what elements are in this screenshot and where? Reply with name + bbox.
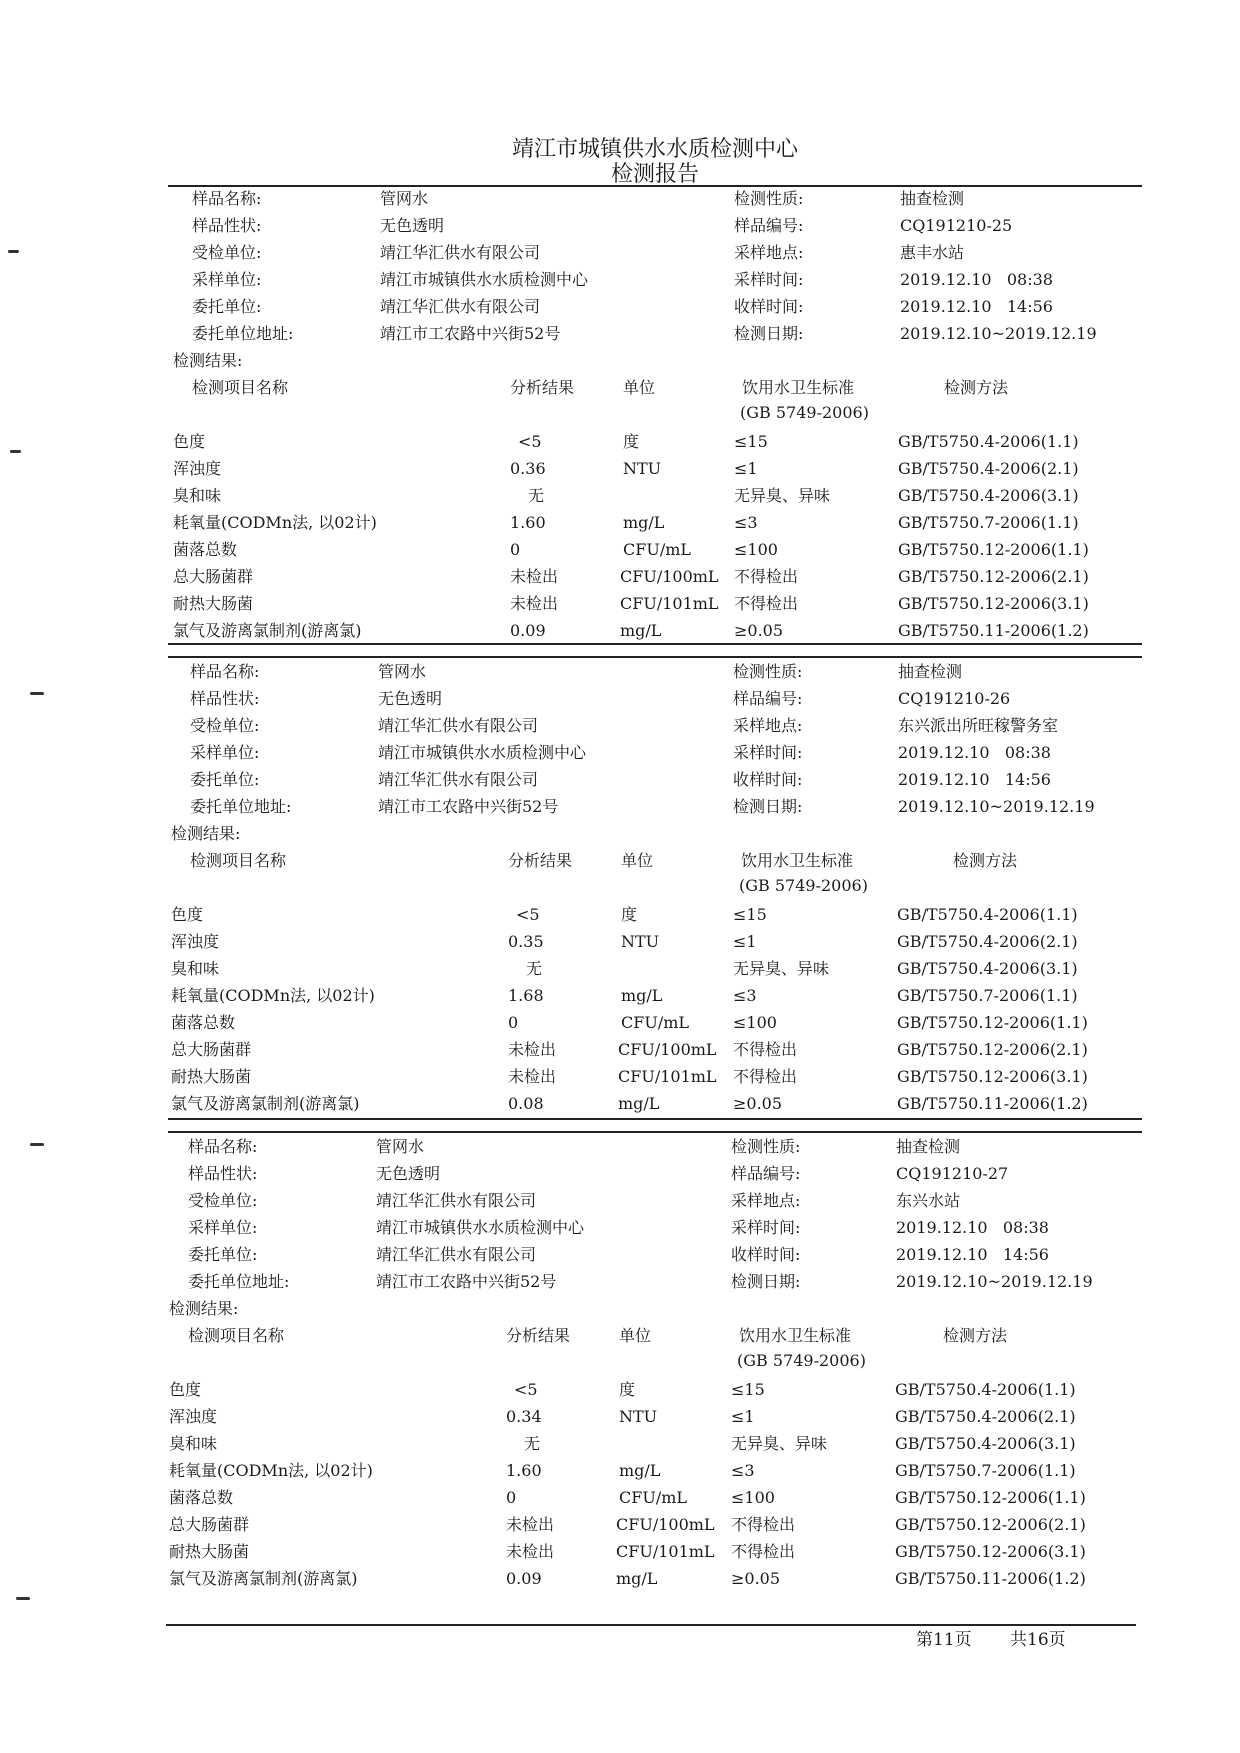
rule-sep-2b	[168, 1131, 1142, 1133]
label-sample-property: 样品性状:	[192, 216, 262, 235]
col-item: 检测项目名称	[192, 378, 289, 397]
item-method: GB/T5750.12-2006(3.1)	[895, 1542, 1086, 1561]
item-name: 氯气及游离氯制剂(游离氯)	[169, 1569, 358, 1588]
label-client-address: 委托单位地址:	[188, 1272, 290, 1291]
scan-mark	[16, 1597, 30, 1600]
item-name: 浑浊度	[173, 459, 222, 478]
value-client-unit: 靖江华汇供水有限公司	[380, 297, 541, 316]
item-standard: ≤100	[731, 1488, 775, 1507]
label-test-nature: 检测性质:	[734, 189, 804, 208]
item-standard: ≤15	[731, 1380, 765, 1399]
item-result: 0	[506, 1488, 517, 1507]
item-result: 未检出	[510, 594, 559, 613]
label-sample-property: 样品性状:	[188, 1164, 258, 1183]
scan-mark	[10, 450, 21, 453]
item-name: 浑浊度	[171, 932, 220, 951]
value-sample-property: 无色透明	[376, 1164, 441, 1183]
item-standard: ≤100	[733, 1013, 777, 1032]
item-name: 耗氧量(CODMn法, 以02计)	[173, 513, 377, 532]
item-result: 0.35	[508, 932, 544, 951]
item-unit: NTU	[619, 1407, 658, 1426]
item-method: GB/T5750.7-2006(1.1)	[898, 513, 1079, 532]
item-result: 无	[528, 486, 545, 505]
item-name: 总大肠菌群	[173, 567, 254, 586]
label-results: 检测结果:	[171, 824, 241, 843]
value-sampling-time: 2019.12.10 08:38	[900, 270, 1053, 289]
item-name: 臭和味	[171, 959, 220, 978]
label-sampling-unit: 采样单位:	[190, 743, 260, 762]
item-result: 1.68	[508, 986, 544, 1005]
label-inspected-unit: 受检单位:	[190, 716, 260, 735]
page-total: 共16页	[1010, 1630, 1066, 1650]
item-unit: 度	[619, 1380, 636, 1399]
col-standard-code: (GB 5749-2006)	[739, 876, 868, 895]
item-result: <5	[516, 905, 540, 924]
sample-section-2	[0, 661, 1240, 1131]
col-result: 分析结果	[508, 851, 573, 870]
item-result: 未检出	[508, 1067, 557, 1086]
item-standard: 不得检出	[731, 1542, 796, 1561]
label-client-unit: 委托单位:	[190, 770, 260, 789]
label-sample-no: 样品编号:	[733, 689, 803, 708]
item-result: 0	[508, 1013, 519, 1032]
value-sampling-location: 东兴水站	[896, 1191, 961, 1210]
sample-section-1	[0, 188, 1240, 658]
item-method: GB/T5750.12-2006(1.1)	[895, 1488, 1086, 1507]
item-standard: ≤3	[733, 986, 757, 1005]
item-unit: CFU/101mL	[618, 1067, 717, 1086]
label-test-nature: 检测性质:	[731, 1137, 801, 1156]
value-test-date: 2019.12.10~2019.12.19	[896, 1272, 1093, 1291]
col-standard-code: (GB 5749-2006)	[737, 1351, 866, 1370]
item-name: 总大肠菌群	[171, 1040, 252, 1059]
value-test-date: 2019.12.10~2019.12.19	[898, 797, 1095, 816]
item-method: GB/T5750.12-2006(1.1)	[897, 1013, 1088, 1032]
value-client-unit: 靖江华汇供水有限公司	[378, 770, 539, 789]
item-unit: CFU/100mL	[618, 1040, 717, 1059]
col-standard-code: (GB 5749-2006)	[740, 403, 869, 422]
col-item: 检测项目名称	[190, 851, 287, 870]
label-inspected-unit: 受检单位:	[188, 1191, 258, 1210]
item-unit: mg/L	[620, 621, 662, 640]
label-sample-no: 样品编号:	[734, 216, 804, 235]
value-sample-name: 管网水	[376, 1137, 425, 1156]
item-method: GB/T5750.12-2006(2.1)	[895, 1515, 1086, 1534]
value-client-address: 靖江市工农路中兴街52号	[378, 797, 559, 816]
item-method: GB/T5750.4-2006(3.1)	[897, 959, 1078, 978]
item-standard: 不得检出	[733, 1067, 798, 1086]
item-method: GB/T5750.4-2006(2.1)	[895, 1407, 1076, 1426]
label-test-date: 检测日期:	[731, 1272, 801, 1291]
item-result: 0	[510, 540, 521, 559]
item-result: 0.09	[506, 1569, 542, 1588]
value-sampling-unit: 靖江市城镇供水水质检测中心	[378, 743, 587, 762]
item-unit: mg/L	[623, 513, 665, 532]
rule-sep-1a	[168, 643, 1142, 645]
item-unit: NTU	[621, 932, 660, 951]
col-standard: 饮用水卫生标准	[741, 851, 854, 870]
value-sampling-location: 惠丰水站	[900, 243, 965, 262]
page-number: 第11页	[916, 1630, 972, 1650]
label-sampling-location: 采样地点:	[733, 716, 803, 735]
label-sampling-unit: 采样单位:	[192, 270, 262, 289]
value-receiving-time: 2019.12.10 14:56	[900, 297, 1053, 316]
item-name: 耐热大肠菌	[169, 1542, 250, 1561]
col-unit: 单位	[621, 851, 654, 870]
rule-bottom	[166, 1624, 1136, 1626]
item-method: GB/T5750.12-2006(2.1)	[897, 1040, 1088, 1059]
label-sampling-time: 采样时间:	[734, 270, 804, 289]
item-result: <5	[518, 432, 542, 451]
label-receiving-time: 收样时间:	[731, 1245, 801, 1264]
item-standard: ≤3	[731, 1461, 755, 1480]
value-test-nature: 抽查检测	[896, 1137, 961, 1156]
item-method: GB/T5750.4-2006(3.1)	[895, 1434, 1076, 1453]
col-unit: 单位	[619, 1326, 652, 1345]
col-method: 检测方法	[943, 1326, 1008, 1345]
item-result: 未检出	[508, 1040, 557, 1059]
item-result: 0.36	[510, 459, 546, 478]
item-unit: mg/L	[619, 1461, 661, 1480]
label-sample-property: 样品性状:	[190, 689, 260, 708]
rule-top	[168, 185, 1142, 187]
value-test-nature: 抽查检测	[898, 662, 963, 681]
item-method: GB/T5750.4-2006(1.1)	[897, 905, 1078, 924]
col-standard: 饮用水卫生标准	[742, 378, 855, 397]
scan-mark	[8, 250, 19, 253]
item-result: 0.09	[510, 621, 546, 640]
item-unit: 度	[621, 905, 638, 924]
item-method: GB/T5750.12-2006(3.1)	[897, 1067, 1088, 1086]
item-name: 耐热大肠菌	[173, 594, 254, 613]
item-standard: ≤3	[734, 513, 758, 532]
value-sampling-unit: 靖江市城镇供水水质检测中心	[380, 270, 589, 289]
scan-mark	[30, 1143, 44, 1146]
label-client-unit: 委托单位:	[188, 1245, 258, 1264]
value-sample-name: 管网水	[378, 662, 427, 681]
item-method: GB/T5750.7-2006(1.1)	[895, 1461, 1076, 1480]
label-test-date: 检测日期:	[733, 797, 803, 816]
value-client-address: 靖江市工农路中兴街52号	[380, 324, 561, 343]
item-result: 无	[524, 1434, 541, 1453]
value-sample-property: 无色透明	[378, 689, 443, 708]
label-sampling-unit: 采样单位:	[188, 1218, 258, 1237]
col-standard: 饮用水卫生标准	[739, 1326, 852, 1345]
rule-sep-2a	[168, 1118, 1142, 1120]
item-method: GB/T5750.4-2006(3.1)	[898, 486, 1079, 505]
label-sampling-location: 采样地点:	[731, 1191, 801, 1210]
label-test-nature: 检测性质:	[733, 662, 803, 681]
item-standard: 无异臭、异味	[733, 959, 830, 978]
item-method: GB/T5750.4-2006(2.1)	[898, 459, 1079, 478]
item-result: 0.08	[508, 1094, 544, 1113]
item-method: GB/T5750.12-2006(3.1)	[898, 594, 1089, 613]
scan-mark	[30, 692, 44, 695]
item-name: 浑浊度	[169, 1407, 218, 1426]
value-inspected-unit: 靖江华汇供水有限公司	[376, 1191, 537, 1210]
item-result: 1.60	[510, 513, 546, 532]
item-result: 1.60	[506, 1461, 542, 1480]
item-name: 色度	[173, 432, 206, 451]
item-standard: ≤1	[734, 459, 758, 478]
label-sample-name: 样品名称:	[188, 1137, 258, 1156]
label-sampling-time: 采样时间:	[733, 743, 803, 762]
item-unit: CFU/mL	[619, 1488, 688, 1507]
rule-sep-1b	[168, 656, 1142, 658]
col-method: 检测方法	[953, 851, 1018, 870]
value-sampling-location: 东兴派出所旺稼警务室	[898, 716, 1059, 735]
label-inspected-unit: 受检单位:	[192, 243, 262, 262]
item-unit: CFU/101mL	[616, 1542, 715, 1561]
label-sampling-time: 采样时间:	[731, 1218, 801, 1237]
col-unit: 单位	[623, 378, 656, 397]
item-method: GB/T5750.11-2006(1.2)	[897, 1094, 1088, 1113]
label-client-address: 委托单位地址:	[192, 324, 294, 343]
label-sample-name: 样品名称:	[192, 189, 262, 208]
col-result: 分析结果	[510, 378, 575, 397]
item-result: 无	[526, 959, 543, 978]
label-results: 检测结果:	[169, 1299, 239, 1318]
value-sample-no: CQ191210-25	[900, 216, 1013, 235]
value-sampling-unit: 靖江市城镇供水水质检测中心	[376, 1218, 585, 1237]
item-standard: 不得检出	[733, 1040, 798, 1059]
item-standard: ≤100	[734, 540, 778, 559]
value-receiving-time: 2019.12.10 14:56	[898, 770, 1051, 789]
item-standard: 不得检出	[734, 567, 799, 586]
value-sample-name: 管网水	[380, 189, 429, 208]
item-result: 未检出	[506, 1542, 555, 1561]
item-result: 未检出	[510, 567, 559, 586]
label-client-unit: 委托单位:	[192, 297, 262, 316]
item-name: 氯气及游离氯制剂(游离氯)	[173, 621, 362, 640]
item-standard: ≤15	[733, 905, 767, 924]
label-sample-name: 样品名称:	[190, 662, 260, 681]
item-result: 未检出	[506, 1515, 555, 1534]
item-name: 色度	[171, 905, 204, 924]
item-name: 耗氧量(CODMn法, 以02计)	[169, 1461, 373, 1480]
item-unit: NTU	[623, 459, 662, 478]
label-test-date: 检测日期:	[734, 324, 804, 343]
value-sampling-time: 2019.12.10 08:38	[896, 1218, 1049, 1237]
item-method: GB/T5750.11-2006(1.2)	[895, 1569, 1086, 1588]
value-sample-no: CQ191210-26	[898, 689, 1011, 708]
value-sample-no: CQ191210-27	[896, 1164, 1009, 1183]
item-unit: 度	[623, 432, 640, 451]
value-client-address: 靖江市工农路中兴街52号	[376, 1272, 557, 1291]
value-inspected-unit: 靖江华汇供水有限公司	[380, 243, 541, 262]
label-results: 检测结果:	[173, 351, 243, 370]
value-sample-property: 无色透明	[380, 216, 445, 235]
item-unit: mg/L	[616, 1569, 658, 1588]
item-name: 菌落总数	[169, 1488, 234, 1507]
item-standard: 无异臭、异味	[731, 1434, 828, 1453]
value-receiving-time: 2019.12.10 14:56	[896, 1245, 1049, 1264]
item-unit: CFU/101mL	[620, 594, 719, 613]
col-result: 分析结果	[506, 1326, 571, 1345]
label-client-address: 委托单位地址:	[190, 797, 292, 816]
item-unit: CFU/100mL	[620, 567, 719, 586]
item-method: GB/T5750.4-2006(2.1)	[897, 932, 1078, 951]
item-standard: ≥0.05	[734, 621, 784, 640]
item-standard: ≥0.05	[733, 1094, 783, 1113]
label-sampling-location: 采样地点:	[734, 243, 804, 262]
sample-section-3	[0, 1136, 1240, 1606]
item-name: 臭和味	[173, 486, 222, 505]
item-unit: CFU/mL	[623, 540, 692, 559]
item-name: 菌落总数	[173, 540, 238, 559]
item-result: <5	[514, 1380, 538, 1399]
value-test-date: 2019.12.10~2019.12.19	[900, 324, 1097, 343]
item-name: 总大肠菌群	[169, 1515, 250, 1534]
item-standard: 无异臭、异味	[734, 486, 831, 505]
label-sample-no: 样品编号:	[731, 1164, 801, 1183]
item-standard: ≤15	[734, 432, 768, 451]
item-unit: CFU/mL	[621, 1013, 690, 1032]
item-name: 耗氧量(CODMn法, 以02计)	[171, 986, 375, 1005]
value-sampling-time: 2019.12.10 08:38	[898, 743, 1051, 762]
item-name: 菌落总数	[171, 1013, 236, 1032]
item-method: GB/T5750.7-2006(1.1)	[897, 986, 1078, 1005]
item-method: GB/T5750.11-2006(1.2)	[898, 621, 1089, 640]
label-receiving-time: 收样时间:	[733, 770, 803, 789]
item-method: GB/T5750.4-2006(1.1)	[898, 432, 1079, 451]
col-method: 检测方法	[944, 378, 1009, 397]
item-standard: ≤1	[731, 1407, 755, 1426]
col-item: 检测项目名称	[188, 1326, 285, 1345]
item-unit: mg/L	[621, 986, 663, 1005]
item-name: 氯气及游离氯制剂(游离氯)	[171, 1094, 360, 1113]
item-result: 0.34	[506, 1407, 542, 1426]
item-standard: 不得检出	[734, 594, 799, 613]
document-subtitle: 检测报告	[610, 162, 699, 187]
item-standard: ≤1	[733, 932, 757, 951]
label-receiving-time: 收样时间:	[734, 297, 804, 316]
item-method: GB/T5750.4-2006(1.1)	[895, 1380, 1076, 1399]
item-method: GB/T5750.12-2006(1.1)	[898, 540, 1089, 559]
item-unit: CFU/100mL	[616, 1515, 715, 1534]
value-client-unit: 靖江华汇供水有限公司	[376, 1245, 537, 1264]
value-inspected-unit: 靖江华汇供水有限公司	[378, 716, 539, 735]
item-standard: 不得检出	[731, 1515, 796, 1534]
item-name: 色度	[169, 1380, 202, 1399]
document-title: 靖江市城镇供水水质检测中心	[511, 137, 798, 162]
item-method: GB/T5750.12-2006(2.1)	[898, 567, 1089, 586]
item-standard: ≥0.05	[731, 1569, 781, 1588]
item-name: 臭和味	[169, 1434, 218, 1453]
item-unit: mg/L	[618, 1094, 660, 1113]
item-name: 耐热大肠菌	[171, 1067, 252, 1086]
value-test-nature: 抽查检测	[900, 189, 965, 208]
